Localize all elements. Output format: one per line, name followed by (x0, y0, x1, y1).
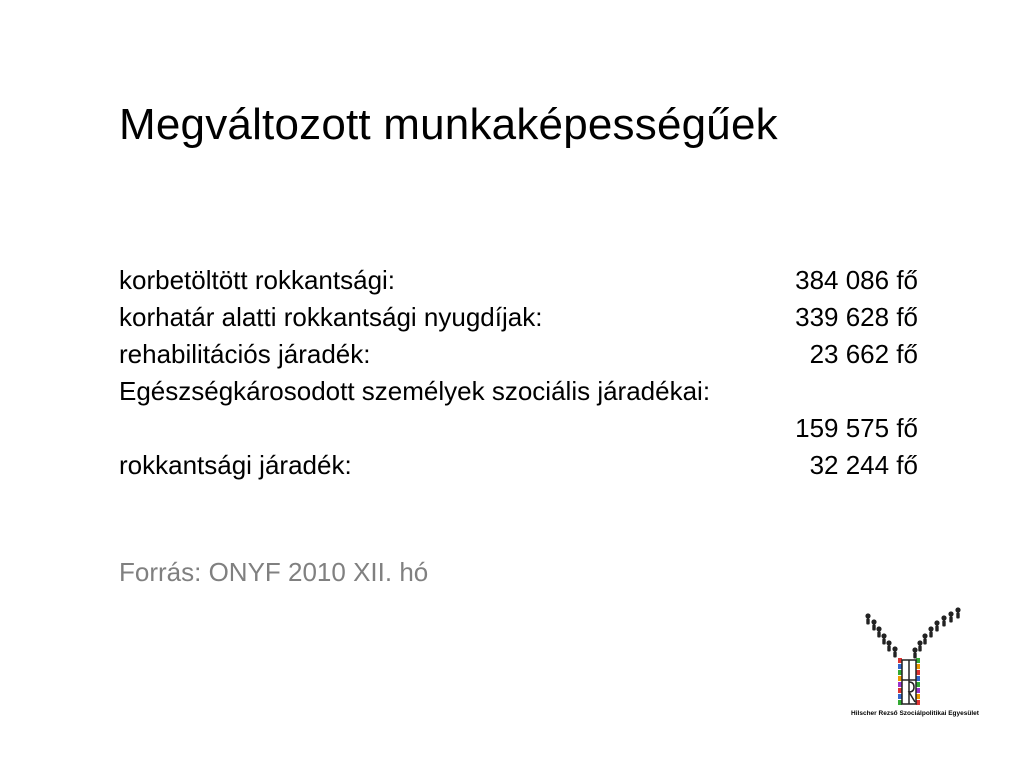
row-label: korhatár alatti rokkantsági nyugdíjak: (119, 302, 543, 332)
source-note: Forrás: ONYF 2010 XII. hó (119, 557, 429, 587)
row-value: 159 575 fő (795, 413, 918, 443)
list-item (119, 336, 919, 373)
row-value: 23 662 fő (809, 339, 918, 369)
row-label: rehabilitációs járadék: (119, 339, 371, 369)
slide-title: Megváltozott munkaképességűek (119, 100, 778, 149)
list-item (119, 299, 919, 336)
logo-caption: Hilscher Rezső Szociálpolitikai Egyesület (851, 710, 979, 717)
list-item (119, 447, 919, 484)
row-label: Egészségkárosodott személyek szociális járadékai: (119, 376, 711, 406)
row-value: 384 086 fő (795, 265, 918, 295)
row-label: korbetöltött rokkantsági: (119, 265, 396, 295)
statistics-list (119, 262, 919, 484)
list-item (119, 373, 919, 447)
list-item (119, 262, 919, 299)
row-label: rokkantsági járadék: (119, 450, 352, 480)
row-value: 339 628 fő (795, 302, 918, 332)
row-value: 32 244 fő (809, 450, 918, 480)
organization-logo (848, 598, 978, 728)
